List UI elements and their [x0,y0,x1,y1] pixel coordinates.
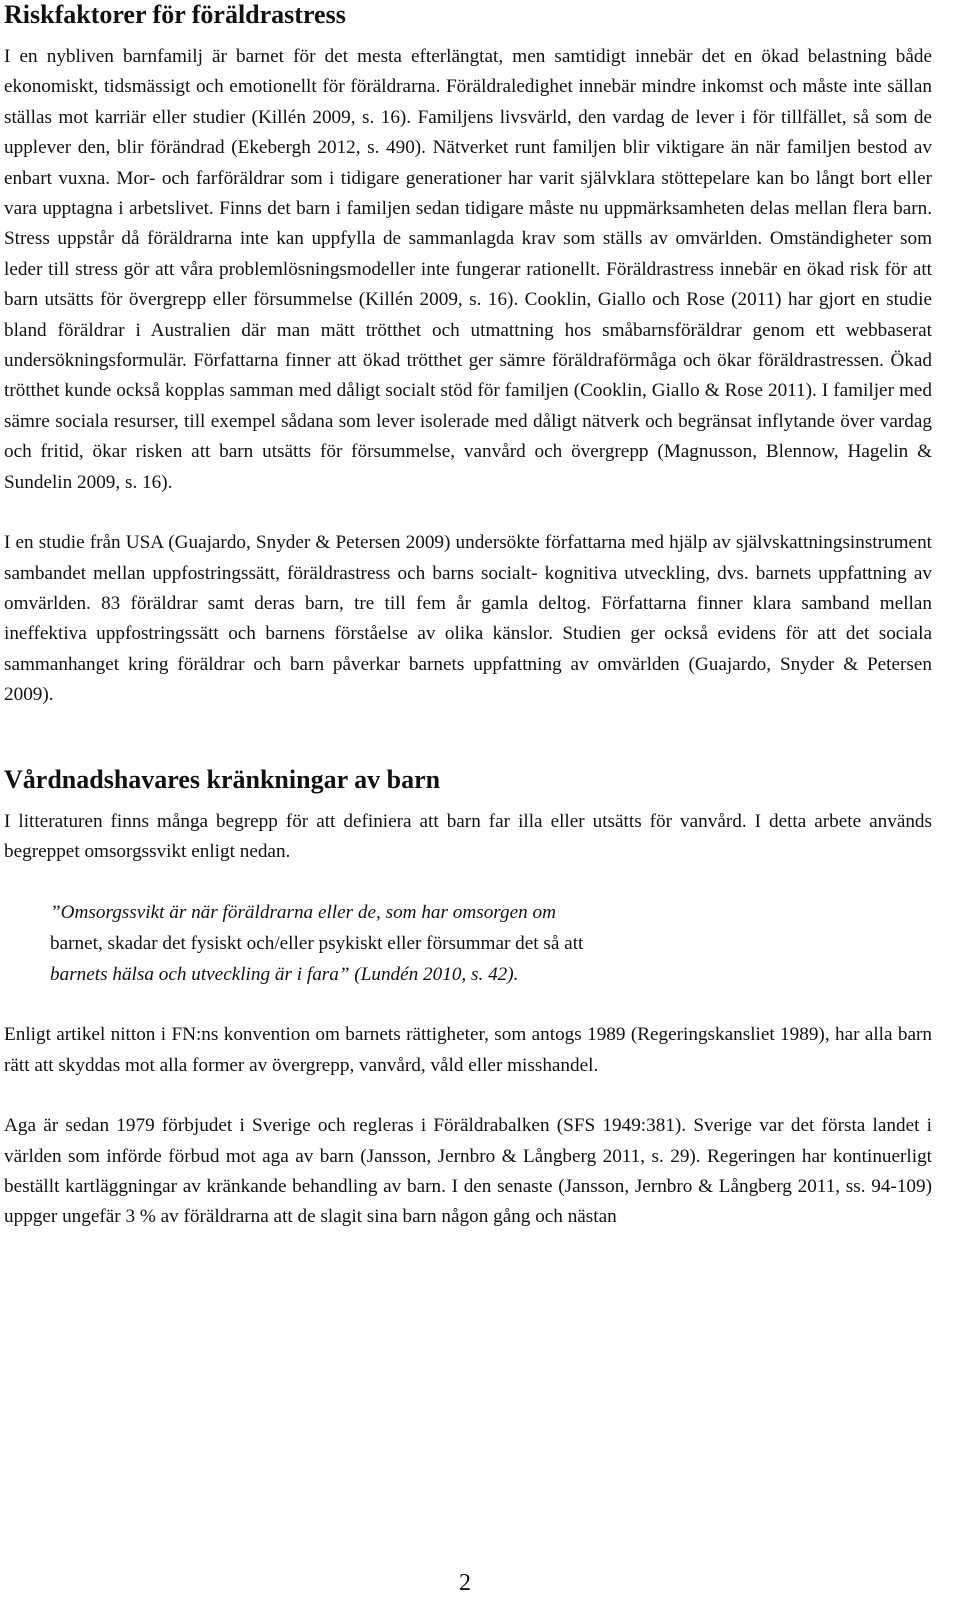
paragraph-gap [4,1081,932,1111]
paragraph-riskfaktorer-2: I en studie från USA (Guajardo, Snyder & Petersen 2009) undersökte författarna med hjälp av självskattningsinstrument sambandet mellan uppfostringssätt, föräldrastress och barns socialt- kognitiva utveckling, dvs. barnets uppfattning av omvärlden. 83 föräldrar samt deras barn, tre till fem år gamla deltog. Författarna finner klara samband mellan ineffektiva uppfostringssätt och barnens förståelse av olika känslor. Studien ger också evidens för att det sociala sammanhanget kring föräldrar och barn påverkar barnets uppfattning av omvärlden (Guajardo, Snyder & Petersen 2009). [4,532,932,706]
paragraph-gap [4,990,932,1020]
quote-line-3: barnets hälsa och utveckling är i fara” (Lundén 2010, s. 42). [50,964,519,986]
paragraph-vardnadshavare-2: Enligt artikel nitton i FN:ns konvention om barnets rättigheter, som antogs 1989 (Regeringskansliet 1989), har alla barn rätt att skyddas mot alla former av övergrepp, vanvård, våld eller misshandel. [4,1024,932,1076]
page-content [4,0,932,1233]
page-number: 2 [459,1570,471,1596]
section-heading-vardnadshavare: Vårdnadshavares kränkningar av barn [4,764,441,794]
section-heading-riskfaktorer: Riskfaktorer för föräldrastress [4,0,346,29]
section-gap [4,711,932,765]
block-quote [50,897,832,990]
paragraph-riskfaktorer-1: I en nybliven barnfamilj är barnet för det mesta efterlängtat, men samtidigt innebär det en ökad belastning både ekonomiskt, tidsmässigt och emotionellt för föräldrarna. Föräldraledighet innebär mindre inkomst och måste inte sällan ställas mot karriär eller studier (Killén 2009, s. 16). Familjens livsvärld, den vardag de lever i för tillfället, så som de upplever den, blir förändrad (Ekebergh 2012, s. 490). Nätverket runt familjen blir viktigare än när familjen bestod av enbart vuxna. Mor- och farföräldrar som i tidigare generationer har varit självklara stöttepelare kan bo långt bort eller vara upptagna i arbetslivet. Finns det barn i familjen sedan tidigare måste nu uppmärksamheten delas mellan flera barn. Stress uppstår då föräldrarna inte kan uppfylla de sammanlagda krav som ställs av omvärlden. Omständigheter som leder till stress gör att våra problemlösningsmodeller inte fungerar rationellt. Föräldrastress innebär en ökad risk för att barn utsätts för övergrepp eller försummelse (Killén 2009, s. 16). Cooklin, Giallo och Rose (2011) har gjort en studie bland föräldrar i Australien där man mätt trötthet och utmattning hos småbarnsföräldrar genom ett webbaserat undersökningsformulär. Författarna finner att ökad trötthet ger sämre föräldraförmåga och ökar föräldrastressen. Ökad trötthet kunde också kopplas samman med dåligt socialt stöd för familjen (Cooklin, Giallo & Rose 2011). I familjer med sämre sociala resurser, till exempel sådana som lever isolerade med dåligt nätverk och begränsat inflytande över vardag och fritid, ökar risken att barn utsätts för försummelse, vanvård och övergrepp (Magnusson, Blennow, Hagelin & Sundelin 2009, s. 16). [4,46,932,493]
quote-line-1: ”Omsorgssvikt är när föräldrarna eller de, som har omsorgen om [50,902,556,924]
paragraph-gap [4,867,932,897]
quote-line-2: barnet, skadar det fysiskt och/eller psykiskt eller försummar det så att [50,933,584,955]
paragraph-vardnadshavare-1: I litteraturen finns många begrepp för att definiera att barn far illa eller utsätts för vanvård. I detta arbete används begreppet omsorgssvikt enligt nedan. [4,810,932,862]
paragraph-gap [4,498,932,528]
paragraph-vardnadshavare-3: Aga är sedan 1979 förbjudet i Sverige och regleras i Föräldrabalken (SFS 1949:381). Sverige var det första landet i världen som införde förbud mot aga av barn (Jansson, Jernbro & Långberg 2011, s. 29). Regeringen har kontinuerligt beställt kartläggningar av kränkande behandling av barn. I den senaste (Jansson, Jernbro & Långberg 2011, ss. 94-109) uppger ungefär 3 % av föräldrarna att de slagit sina barn någon gång och nästan [4,1115,932,1228]
